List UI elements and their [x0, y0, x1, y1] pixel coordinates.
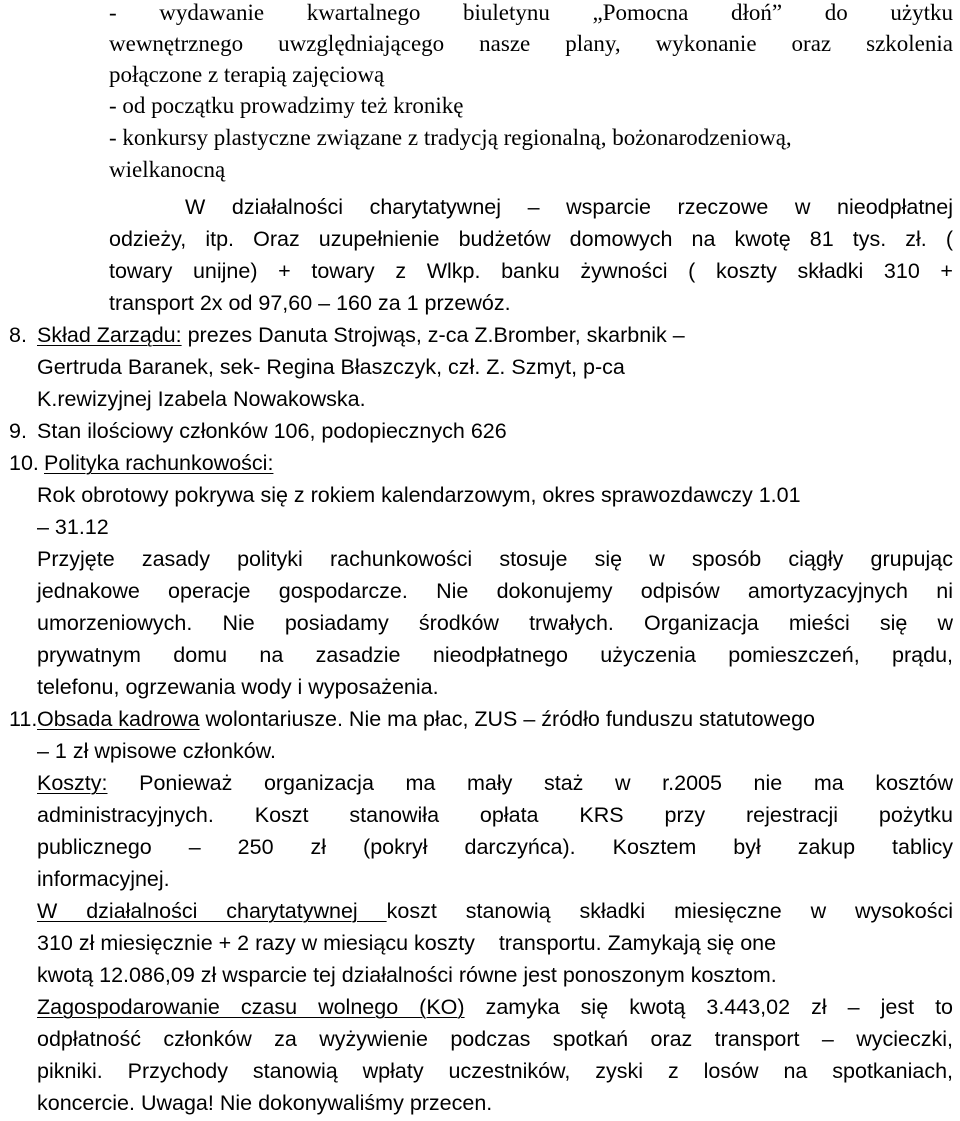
leisure-label: Zagospodarowanie czasu wolnego (KO) — [37, 995, 465, 1019]
policy-paragraph-line-3: umorzeniowych. Nie posiadamy środków trwałych. Organizacja mieści się w — [37, 611, 953, 635]
bullet-newsletter-line-3: połączone z terapią zajęciową — [109, 62, 385, 87]
leisure-line-1 — [37, 992, 953, 1022]
policy-paragraph-line-4: prywatnym domu na zasadzie nieodpłatnego użyczenia pomieszczeń, prądu, — [37, 643, 953, 667]
costs-label: Koszty: — [37, 771, 108, 795]
bullet-newsletter-line-1: - wydawanie kwartalnego biuletynu „Pomocna dłoń” do użytku — [109, 0, 953, 25]
charity-paragraph-line-1: W działalności charytatywnej – wsparcie rzeczowe w nieodpłatnej — [185, 195, 953, 219]
costs-line-2: administracyjnych. Koszt stanowiła opłata KRS przy rejestracji pożytku — [37, 803, 953, 827]
board-text: prezes Danuta Strojwąs, z-ca Z.Bromber, skarbnik – — [181, 323, 685, 347]
policy-paragraph-line-1: Przyjęte zasady polityki rachunkowości stosuje się w sposób ciągły grupując — [37, 547, 953, 571]
charity-paragraph-line-4: transport 2x od 97,60 – 160 za 1 przewóz. — [109, 291, 511, 315]
section-8-line-3: K.rewizyjnej Izabela Nowakowska. — [37, 387, 366, 411]
staffing-line-2: – 1 zł wpisowe członków. — [37, 739, 276, 763]
section-8-line-2: Gertruda Baranek, sek- Regina Błaszczyk, czł. Z. Szmyt, p-ca — [37, 355, 625, 379]
costs-line-3: publicznego – 250 zł (pokrył darczyńca). Kosztem był zakup tablicy — [37, 835, 953, 859]
section-8-line-1 — [37, 320, 685, 350]
section-9-number: 9. — [9, 419, 27, 443]
policy-paragraph-line-5: telefonu, ogrzewania wody i wyposażenia. — [37, 675, 439, 699]
section-9-text: Stan ilościowy członków 106, podopiecznych 626 — [37, 419, 507, 443]
bullet-newsletter-line-2: wewnętrznego uwzględniającego nasze plany, wykonanie oraz szkolenia — [109, 31, 953, 56]
charity-costs-label: W działalności charytatywnej — [37, 899, 387, 923]
fiscal-year-line-1: Rok obrotowy pokrywa się z rokiem kalendarzowym, okres sprawozdawczy 1.01 — [37, 483, 801, 507]
policy-paragraph-line-2: jednakowe operacje gospodarcze. Nie dokonujemy odpisów amortyzacyjnych ni — [37, 579, 953, 603]
staffing-text: wolontariusze. Nie ma płac, ZUS – źródło funduszu statutowego — [199, 707, 815, 731]
accounting-policy-label: Polityka rachunkowości: — [44, 451, 274, 475]
section-11-number: 11. — [9, 707, 38, 731]
bullet-contests-line-2: wielkanocną — [109, 157, 226, 182]
charity-paragraph-line-3: towary unijne) + towary z Wlkp. banku żywności ( koszty składki 310 + — [109, 259, 953, 283]
board-label: Skład Zarządu: — [37, 323, 182, 347]
leisure-line-3: pikniki. Przychody stanowią wpłaty uczestników, zyski z losów na spotkaniach, — [37, 1059, 953, 1083]
leisure-line-2: odpłatność członków za wyżywienie podczas spotkań oraz transport – wycieczki, — [37, 1027, 953, 1051]
section-8-number: 8. — [9, 323, 27, 347]
charity-paragraph-line-2: odzieży, itp. Oraz uzupełnienie budżetów domowych na kwotę 81 tys. zł. ( — [109, 227, 953, 251]
staffing-label: Obsada kadrowa — [37, 707, 200, 731]
costs-text: Ponieważ organizacja ma mały staż w r.2005 nie ma kosztów — [107, 771, 953, 795]
leisure-text: zamyka się kwotą 3.443,02 zł – jest to — [464, 995, 954, 1019]
charity-costs-text: koszt stanowią składki miesięczne w wysokości — [386, 899, 953, 923]
costs-line-4: informacyjnej. — [37, 867, 170, 891]
bullet-chronicle: - od początku prowadzimy też kronikę — [109, 93, 464, 118]
costs-line-1 — [37, 768, 953, 798]
leisure-line-4: koncercie. Uwaga! Nie dokonywaliśmy przecen. — [37, 1091, 493, 1115]
charity-costs-line-2: 310 zł miesięcznie + 2 razy w miesiącu koszty transportu. Zamykają się one — [37, 931, 777, 955]
fiscal-year-line-2: – 31.12 — [37, 515, 109, 539]
charity-costs-line-1 — [37, 896, 953, 926]
charity-costs-line-3: kwotą 12.086,09 zł wsparcie tej działalności równe jest ponoszonym kosztom. — [37, 963, 777, 987]
staffing-line-1 — [37, 704, 815, 734]
section-10-number: 10. — [9, 451, 39, 475]
bullet-contests-line-1: - konkursy plastyczne związane z tradycją regionalną, bożonarodzeniową, — [109, 125, 792, 150]
